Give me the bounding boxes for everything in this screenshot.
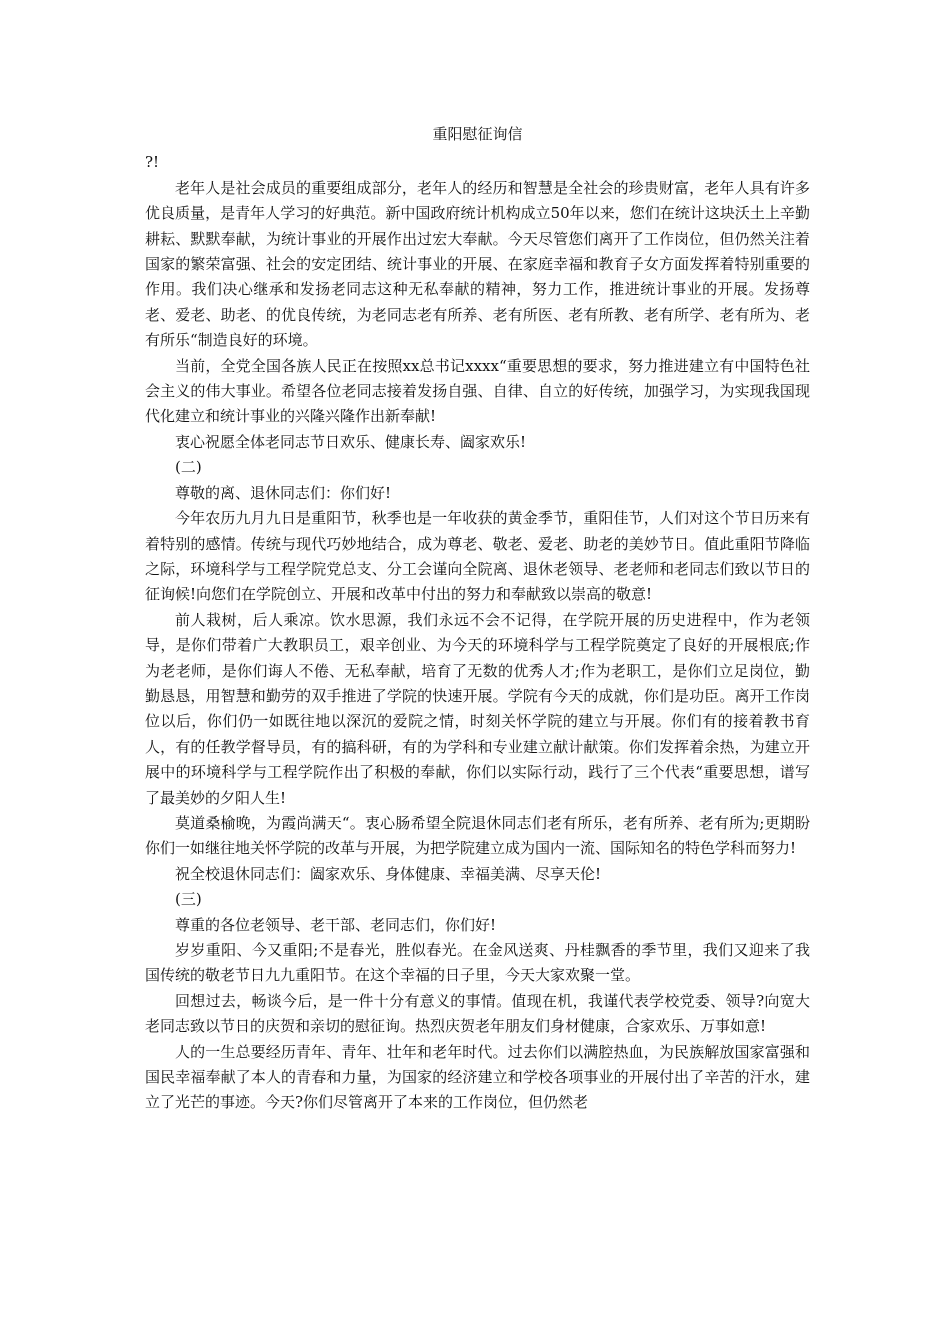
paragraph: 尊重的各位老领导、老干部、老同志们，你们好! [175,915,497,934]
paragraph: 当前，全党全国各族人民正在按照xx总书记xxxx“重要思想的要求，努力推进建立有中国特色社会主义的伟大事业。希望各位老同志接着发扬自强、自律、自立的好传统，加强学习，为实现我国现代化建立和统计事业的兴隆兴隆作出新奉献! [145,356,810,426]
paragraph: 尊敬的离、退休同志们：你们好! [175,483,392,502]
paragraph: 衷心祝愿全体老同志节日欢乐、健康长寿、阖家欢乐! [175,432,527,451]
document-body [145,122,810,1116]
paragraph: 今年农历九月九日是重阳节，秋季也是一年收获的黄金季节，重阳佳节，人们对这个节日历来有着特别的感情。传统与现代巧妙地结合，成为尊老、敬老、爱老、助老的美妙节日。值此重阳节降临之际，环境科学与工程学院党总支、分工会谨向全院离、退休老领导、老老师和老同志们致以节日的征询候!向您们在学院创立、开展和改革中付出的努力和奉献致以崇高的敬意! [145,509,810,604]
lead-line: ?! [145,153,160,172]
paragraph: 老年人是社会成员的重要组成部分，老年人的经历和智慧是全社会的珍贵财富，老年人具有许多优良质量，是青年人学习的好典范。新中国政府统计机构成立50年以来，您们在统计这块沃土上辛勤耕耘、默默奉献，为统计事业的开展作出过宏大奉献。今天尽管您们离开了工作岗位，但仍然关注着国家的繁荣富强、社会的安定团结、统计事业的开展、在家庭幸福和教育子女方面发挥着特别重要的作用。我们决心继承和发扬老同志这种无私奉献的精神，努力工作，推进统计事业的开展。发扬尊老、爱老、助老、的优良传统，为老同志老有所养、老有所医、老有所教、老有所学、老有所为、老有所乐“制造良好的环境。 [145,178,810,350]
section-heading: (三) [175,890,202,909]
paragraph: 祝全校退休同志们：阖家欢乐、身体健康、幸福美满、尽享天伦! [175,864,602,883]
paragraph: 岁岁重阳、今又重阳;不是春光，胜似春光。在金风送爽、丹桂飘香的季节里，我们又迎来了我国传统的敬老节日九九重阳节。在这个幸福的日子里，今天大家欢聚一堂。 [145,941,810,985]
paragraph: 人的一生总要经历青年、青年、壮年和老年时代。过去你们以满腔热血，为民族解放国家富强和国民幸福奉献了本人的青春和力量，为国家的经济建立和学校各项事业的开展付出了辛苦的汗水，建立了光芒的事迹。今天?你们尽管离开了本来的工作岗位，但仍然老 [145,1042,810,1112]
section-heading: (二) [175,458,202,477]
paragraph: 前人栽树，后人乘凉。饮水思源，我们永远不会不记得，在学院开展的历史进程中，作为老领导，是你们带着广大教职员工，艰辛创业、为今天的环境科学与工程学院奠定了良好的开展根底;作为老老师，是你们诲人不倦、无私奉献，培育了无数的优秀人才;作为老职工，是你们立足岗位，勤勤恳恳，用智慧和勤劳的双手推进了学院的快速开展。学院有今天的成就，你们是功臣。离开工作岗位以后，你们仍一如既往地以深沉的爱院之情，时刻关怀学院的建立与开展。你们有的接着教书育人，有的任教学督导员，有的搞科研，有的为学科和专业建立献计献策。你们发挥着余热，为建立开展中的环境科学与工程学院作出了积极的奉献，你们以实际行动，践行了三个代表“重要思想，谱写了最美妙的夕阳人生! [145,610,810,807]
paragraph: 回想过去，畅谈今后，是一件十分有意义的事情。值现在机，我谨代表学校党委、领导?向宽大老同志致以节日的庆贺和亲切的慰征询。热烈庆贺老年朋友们身材健康，合家欢乐、万事如意! [145,991,810,1036]
paragraph: 莫道桑榆晚，为霞尚满天“。衷心肠希望全院退休同志们老有所乐，老有所养、老有所为;更期盼你们一如继往地关怀学院的改革与开展，为把学院建立成为国内一流、国际知名的特色学科而努力! [145,813,810,858]
document-title: 重阳慰征询信 [432,125,523,143]
